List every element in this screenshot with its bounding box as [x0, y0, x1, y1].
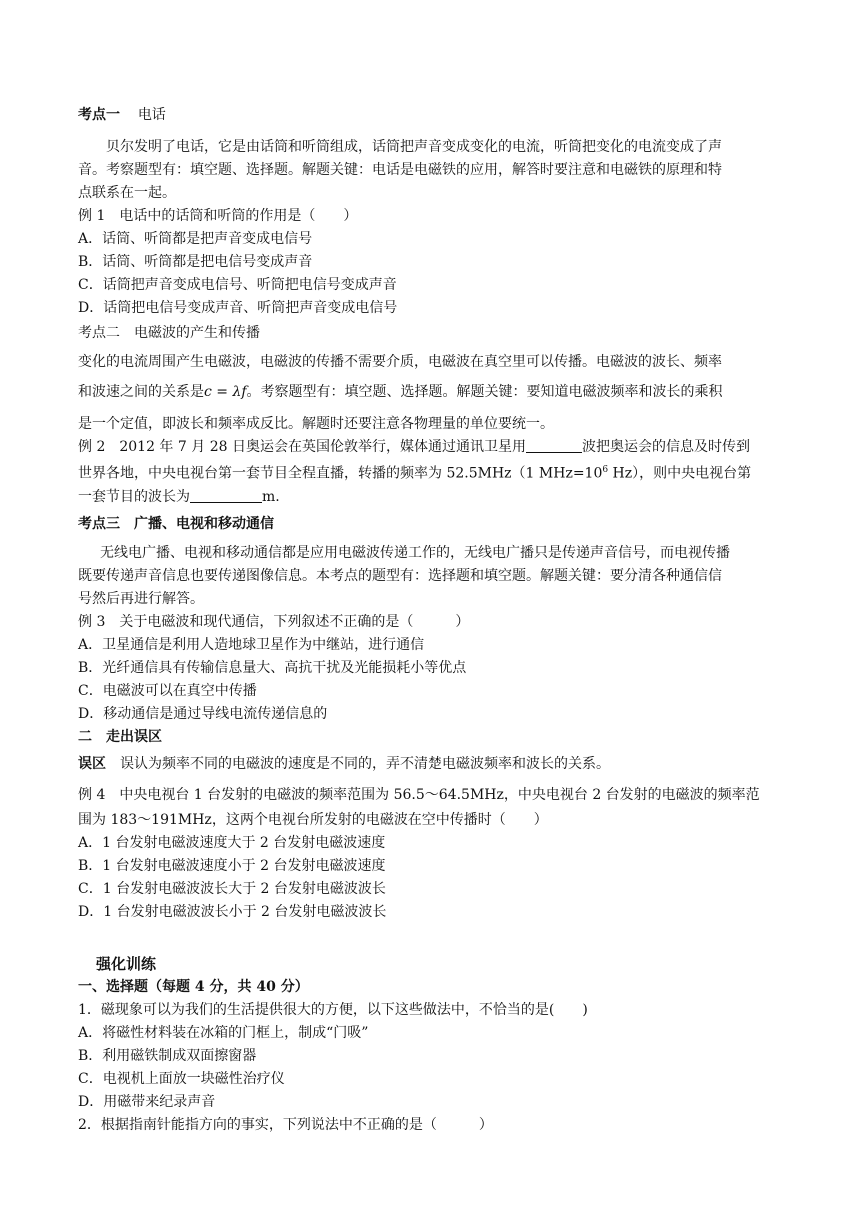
wuqu-option: B．1 台发射电磁波速度小于 2 台发射电磁波速度	[78, 857, 386, 874]
kp1-para-line: 贝尔发明了电话，它是由话筒和听筒组成，话筒把声音变成变化的电流，听筒把变化的电流变成了声	[106, 139, 722, 155]
kp2-para-line: 和波速之间的关系是c = λf。考察题型有：填空题、选择题。解题关键：要知道电磁波频率和波长的乘积	[78, 384, 723, 400]
kp3-option: B．光纤通信具有传输信息量大、高抗干扰及光能损耗小等优点	[78, 659, 467, 676]
kp2-example-line: 一套节目的波长为 m.	[78, 488, 280, 505]
training-question: 1．磁现象可以为我们的生活提供很大的方便，以下这些做法中，不恰当的是( )	[78, 1001, 588, 1018]
kp2-para-line: 变化的电流周围产生电磁波，电磁波的传播不需要介质，电磁波在真空里可以传播。电磁波的波长、频率	[78, 354, 722, 370]
kp1-para-line: 音。考察题型有：填空题、选择题。解题关键：电话是电磁铁的应用，解答时要注意和电磁铁的原理和特	[78, 162, 722, 178]
kp1-option: A．话筒、听筒都是把声音变成电信号	[78, 231, 313, 247]
wuqu-option: A．1 台发射电磁波速度大于 2 台发射电磁波速度	[78, 834, 386, 851]
kp1-para-line: 点联系在一起。	[78, 185, 176, 201]
kp3-heading: 考点三 广播、电视和移动通信	[78, 515, 274, 532]
wuqu-text: 误区 误认为频率不同的电磁波的速度是不同的，弄不清楚电磁波频率和波长的关系。	[78, 755, 610, 772]
kp1-option: D．话筒把电信号变成声音、听筒把声音变成电信号	[78, 300, 398, 316]
kp3-para-line: 无线电广播、电视和移动通信都是应用电磁波传递工作的，无线电广播只是传递声音信号，而电视传播	[100, 544, 730, 561]
answer-blank	[526, 438, 582, 453]
kp3-option: D．移动通信是通过导线电流传递信息的	[78, 705, 328, 722]
kp3-option: A．卫星通信是利用人造地球卫星作为中继站，进行通信	[78, 636, 425, 653]
kp2-example-line: 例 2 2012 年 7 月 28 日奥运会在英国伦敦举行，媒体通过通讯卫星用 波把奥运会的信息及时传到	[78, 439, 750, 455]
kp2-example-line: 世界各地，中央电视台第一套节目全程直播，转播的频率为 52.5MHz（1 $MHz=10^6$ Hz），则中央电视台第	[78, 465, 752, 482]
kp1-option: C．话筒把声音变成电信号、听筒把电信号变成声音	[78, 277, 397, 293]
kp2-heading: 考点二 电磁波的产生和传播	[78, 325, 260, 341]
training-option: C．电视机上面放一块磁性治疗仪	[78, 1070, 285, 1087]
kp3-para-line: 号然后再进行解答。	[78, 590, 204, 607]
wuqu-heading: 二 走出误区	[78, 728, 162, 745]
wuqu-option: C．1 台发射电磁波波长大于 2 台发射电磁波波长	[78, 880, 386, 897]
training-option: B．利用磁铁制成双面擦窗器	[78, 1047, 257, 1064]
document-page	[78, 104, 784, 1137]
training-option: D．用磁带来纪录声音	[78, 1093, 216, 1110]
answer-blank	[190, 488, 262, 503]
training-heading: 强化训练	[96, 954, 157, 973]
kp2-para-line: 是一个定值，即波长和频率成反比。解题时还要注意各物理量的单位要统一。	[78, 416, 554, 432]
kp3-para-line: 既要传递声音信息也要传递图像信息。本考点的题型有：选择题和填空题。解题关键：要分清各种通信信	[78, 567, 722, 584]
kp1-heading: 考点一 电话	[78, 107, 166, 123]
kp3-example: 例 3 关于电磁波和现代通信，下列叙述不正确的是（ ）	[78, 613, 470, 630]
formula: c = λf	[204, 384, 247, 400]
kp1-option: B．话筒、听筒都是把电信号变成声音	[78, 254, 313, 270]
kp3-option: C．电磁波可以在真空中传播	[78, 682, 257, 699]
kp1-example: 例 1 电话中的话筒和听筒的作用是（ ）	[78, 208, 358, 224]
training-subheading: 一、选择题（每题 4 分，共 40 分）	[78, 978, 309, 995]
training-question: 2．根据指南针能指方向的事实，下列说法中不正确的是（ ）	[78, 1116, 493, 1133]
wuqu-option: D．1 台发射电磁波波长小于 2 台发射电磁波波长	[78, 903, 387, 920]
wuqu-example-line: 例 4 中央电视台 1 台发射的电磁波的频率范围为 56.5～64.5MHz，中央电视台 2 台发射的电磁波的频率范	[78, 786, 760, 803]
training-option: A．将磁性材料装在冰箱的门框上，制成“门吸”	[78, 1024, 369, 1041]
wuqu-example-line: 围为 183～191MHz，这两个电视台所发射的电磁波在空中传播时（ ）	[78, 811, 548, 828]
